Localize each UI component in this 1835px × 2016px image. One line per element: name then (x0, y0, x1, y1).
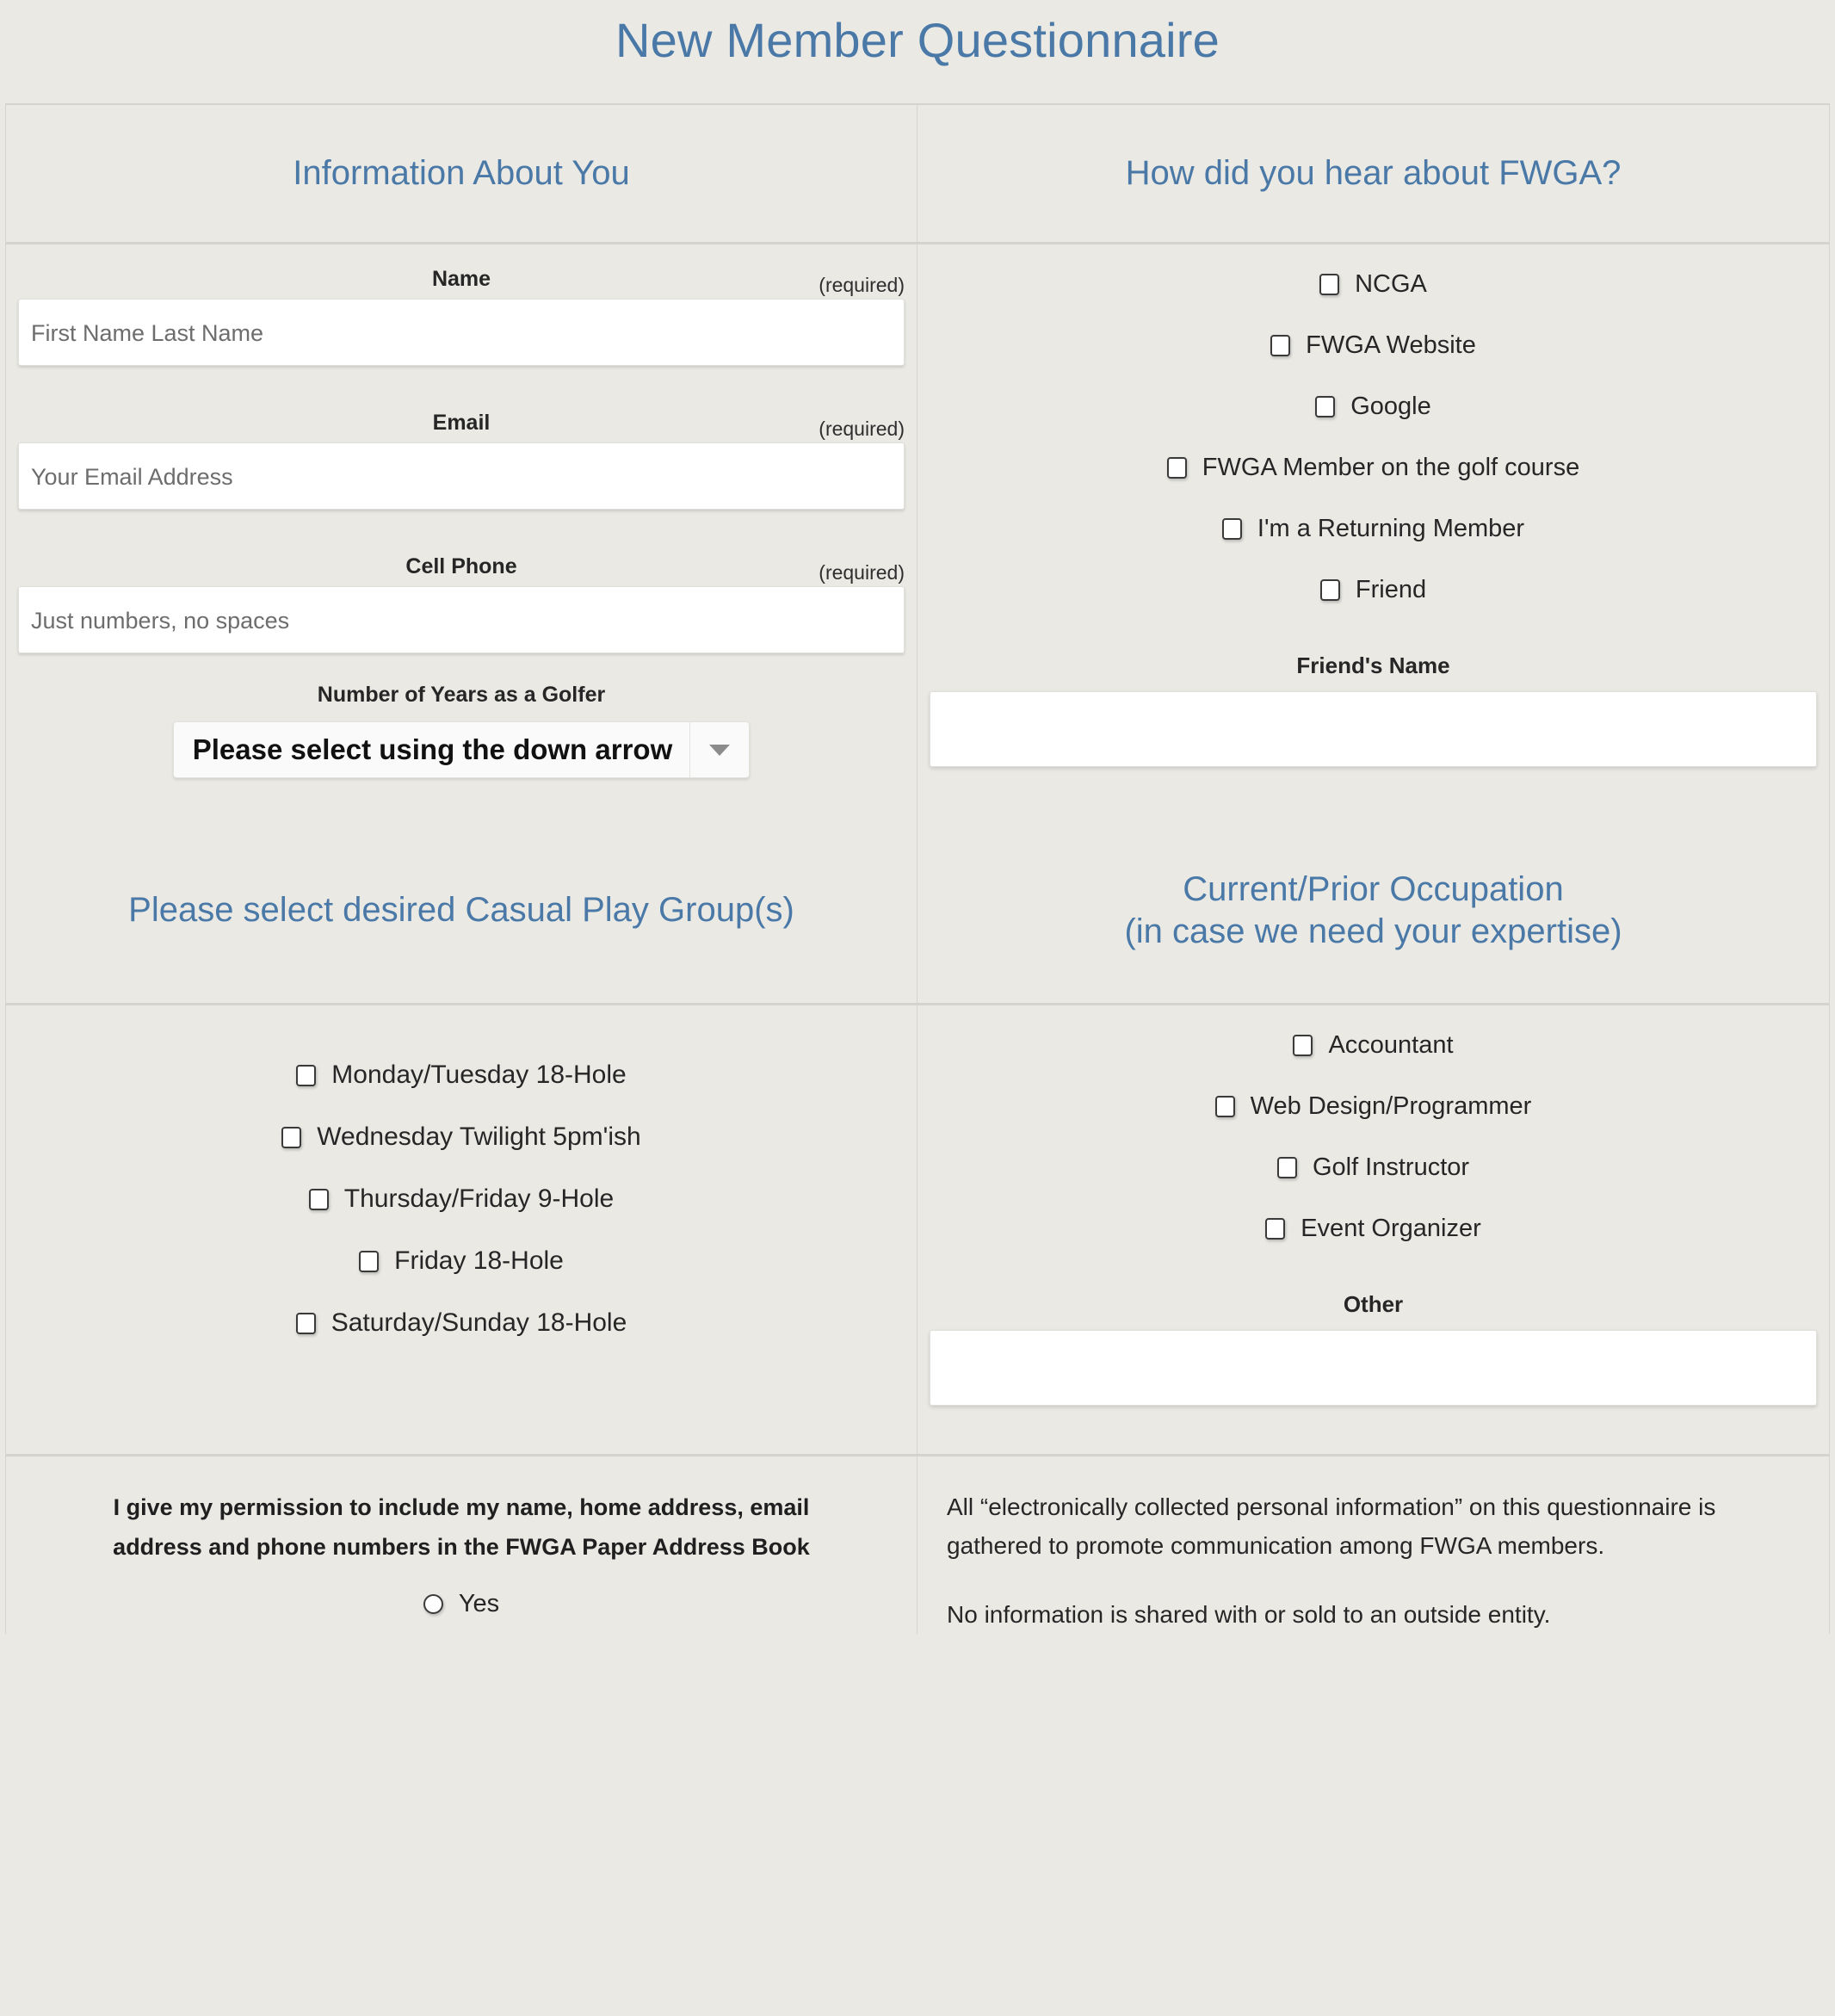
name-required-note: (required) (819, 274, 905, 296)
play-group-heading: Please select desired Casual Play Group(s) (6, 818, 917, 1005)
checkbox-icon[interactable] (1277, 1157, 1297, 1178)
years-golfer-selected-value: Please select using the down arrow (192, 733, 673, 765)
email-label-row (6, 388, 917, 442)
permission-panel (6, 1456, 918, 1634)
checkbox-icon[interactable] (1222, 518, 1242, 540)
occupation-header-col (918, 818, 1829, 1005)
hear-panel-header-col (918, 105, 1829, 244)
email-required-note: (required) (819, 417, 905, 440)
hear-panel-body (918, 244, 1829, 818)
hear-panel-heading: How did you hear about FWGA? (918, 105, 1829, 244)
lower-headers-row (6, 818, 1829, 1005)
hear-option-label: NCGA (1355, 270, 1427, 298)
play-option-label: Wednesday Twilight 5pm'ish (317, 1122, 641, 1151)
occupation-option-web-design-programmer[interactable] (918, 1092, 1829, 1121)
occupation-option-accountant[interactable] (918, 1031, 1829, 1060)
name-label: Name (431, 267, 491, 291)
hear-option-fwga-member-golf-course[interactable] (918, 454, 1829, 482)
play-option-thursday-friday-9[interactable] (6, 1184, 917, 1214)
privacy-paragraph-2: No information is shared with or sold to an outside entity. (947, 1600, 1551, 1628)
play-option-saturday-sunday-18[interactable] (6, 1308, 917, 1338)
occupation-heading-line2: (in case we need your expertise) (1124, 912, 1622, 950)
email-input[interactable]: Your Email Address (18, 442, 905, 510)
hear-option-ncga[interactable] (918, 270, 1829, 299)
play-option-wednesday-twilight[interactable] (6, 1122, 917, 1152)
privacy-panel (918, 1456, 1829, 1634)
occupation-option-label: Accountant (1328, 1031, 1454, 1059)
cell-phone-required-note: (required) (819, 561, 905, 584)
other-occupation-label: Other (1343, 1291, 1404, 1317)
hear-option-label: I'm a Returning Member (1257, 515, 1525, 542)
hear-option-label: FWGA Member on the golf course (1202, 454, 1580, 481)
lower-bodies-row (6, 1005, 1829, 1454)
occupation-options-list (918, 1005, 1829, 1272)
privacy-paragraph-1: All “electronically collected personal information” on this questionnaire is gathered to promote communication among FWGA members. (947, 1493, 1716, 1560)
play-group-header-col (6, 818, 918, 1005)
upper-bodies-row (6, 244, 1829, 818)
hear-option-fwga-website[interactable] (918, 331, 1829, 360)
occupation-heading (918, 818, 1829, 1005)
spacer (6, 366, 917, 388)
years-golfer-select[interactable] (173, 721, 751, 778)
occupation-option-label: Golf Instructor (1312, 1153, 1470, 1181)
checkbox-icon[interactable] (1215, 1096, 1235, 1117)
play-group-body (6, 1005, 918, 1454)
cell-phone-label-row (6, 532, 917, 586)
hear-option-returning-member[interactable] (918, 515, 1829, 543)
occupation-option-golf-instructor[interactable] (918, 1153, 1829, 1182)
spacer (918, 767, 1829, 815)
info-panel-heading: Information About You (6, 105, 917, 244)
play-option-label: Monday/Tuesday 18-Hole (331, 1061, 627, 1089)
name-input[interactable]: First Name Last Name (18, 299, 905, 366)
play-option-label: Thursday/Friday 9-Hole (343, 1184, 615, 1213)
email-label: Email (432, 411, 491, 435)
hear-option-label: Google (1350, 393, 1431, 420)
permission-yes-label: Yes (458, 1589, 500, 1617)
cell-phone-label: Cell Phone (405, 554, 517, 578)
occupation-option-event-organizer[interactable] (918, 1215, 1829, 1243)
hear-option-friend[interactable] (918, 576, 1829, 604)
checkbox-icon[interactable] (1320, 579, 1340, 601)
checkbox-icon[interactable] (309, 1189, 329, 1210)
occupation-option-label: Web Design/Programmer (1250, 1092, 1532, 1120)
checkbox-icon[interactable] (1319, 274, 1339, 295)
play-option-label: Saturday/Sunday 18-Hole (331, 1308, 627, 1337)
checkbox-icon[interactable] (1265, 1218, 1285, 1240)
cell-phone-input[interactable]: Just numbers, no spaces (18, 586, 905, 653)
permission-yes-radio-row[interactable] (40, 1568, 882, 1618)
checkbox-icon[interactable] (296, 1065, 316, 1086)
permission-text-line2: address and phone numbers in the FWGA Paper Address Book (113, 1534, 810, 1561)
friend-name-label: Friend's Name (1296, 652, 1450, 678)
info-panel-body (6, 244, 918, 818)
checkbox-icon[interactable] (359, 1251, 379, 1272)
permission-text-line1: I give my permission to include my name, home address, email (113, 1494, 810, 1520)
spacer (6, 510, 917, 532)
info-panel-header-col (6, 105, 918, 244)
occupation-body (918, 1005, 1829, 1454)
radio-button-icon[interactable] (423, 1594, 443, 1614)
play-option-friday-18[interactable] (6, 1246, 917, 1276)
friend-name-input[interactable] (930, 691, 1817, 767)
years-golfer-label: Number of Years as a Golfer (317, 683, 606, 707)
chevron-down-icon[interactable] (689, 722, 749, 777)
checkbox-icon[interactable] (281, 1127, 301, 1148)
hear-option-label: FWGA Website (1306, 331, 1476, 359)
years-golfer-select-wrap (6, 721, 917, 818)
page-title: New Member Questionnaire (615, 13, 1220, 67)
questionnaire-grid (5, 103, 1830, 1634)
checkbox-icon[interactable] (1270, 335, 1290, 356)
occupation-option-label: Event Organizer (1301, 1215, 1481, 1242)
footer-row (6, 1454, 1829, 1634)
checkbox-icon[interactable] (1293, 1035, 1313, 1056)
headers-row (6, 105, 1829, 244)
name-label-row (6, 244, 917, 299)
play-group-options-list (6, 1005, 917, 1431)
play-option-monday-tuesday-18[interactable] (6, 1061, 917, 1090)
hear-options-list (918, 244, 1829, 634)
checkbox-icon[interactable] (296, 1313, 316, 1334)
other-occupation-input[interactable] (930, 1330, 1817, 1406)
checkbox-icon[interactable] (1315, 396, 1335, 417)
play-option-label: Friday 18-Hole (394, 1246, 564, 1275)
occupation-heading-line1: Current/Prior Occupation (1183, 869, 1564, 908)
checkbox-icon[interactable] (1167, 457, 1187, 479)
spacer (918, 1406, 1829, 1454)
hear-option-google[interactable] (918, 393, 1829, 421)
hear-option-label: Friend (1355, 576, 1427, 603)
